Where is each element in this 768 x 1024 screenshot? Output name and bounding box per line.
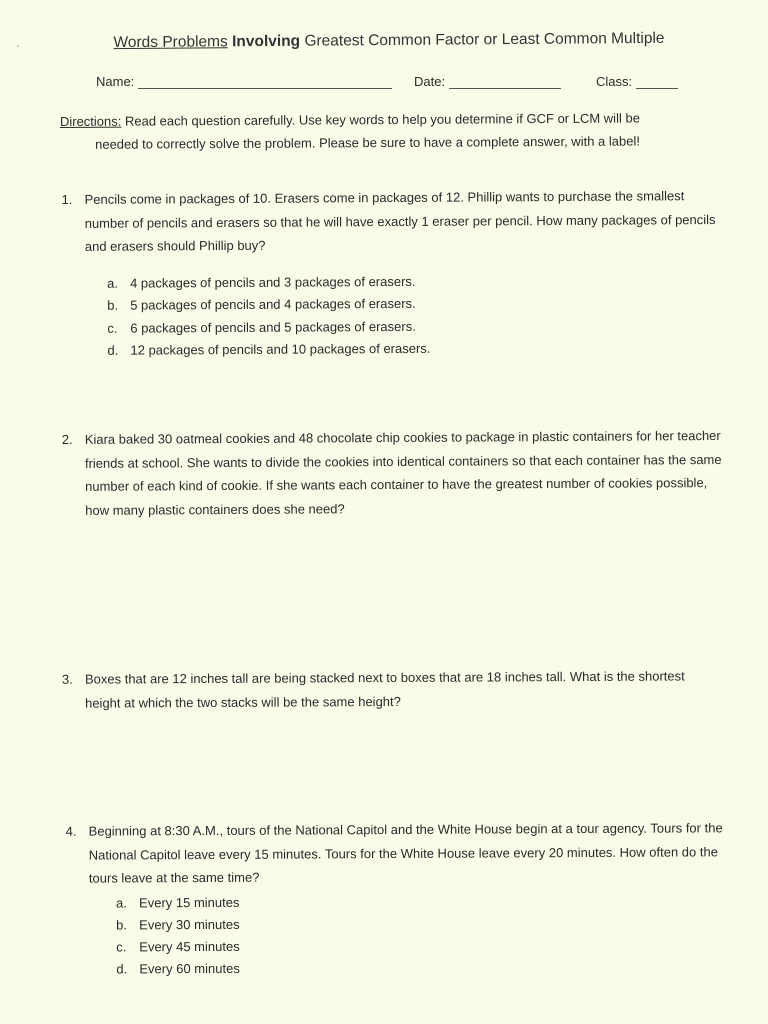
- choice-c: [116, 933, 726, 958]
- choice-text: 5 packages of pencils and 4 packages of erasers.: [130, 295, 416, 313]
- question-text: Boxes that are 12 inches tall are being stacked next to boxes that are 18 inches tall. What is the shortest height at which the two stacks will be the same height?: [84, 668, 685, 711]
- header-fields: [96, 74, 696, 94]
- choice-d: [107, 336, 722, 362]
- choice-text: Every 15 minutes: [138, 894, 240, 910]
- question-number: 2.: [61, 431, 73, 448]
- choice-d: [116, 955, 726, 980]
- question-number: 4.: [65, 823, 77, 839]
- question-number: 1.: [61, 191, 73, 208]
- choice-letter: a.: [107, 275, 118, 291]
- title-part-words-problems: Words Problems: [113, 33, 228, 52]
- name-field[interactable]: [96, 74, 392, 89]
- directions-label: Directions:: [59, 113, 122, 130]
- choice-text: Every 60 minutes: [139, 960, 240, 976]
- title-part-gcf-lcm: Greatest Common Factor or Least Common Multiple: [300, 29, 665, 50]
- directions-line-1: Read each question carefully. Use key words to help you determine if GCF or LCM will be: [121, 110, 640, 129]
- choice-letter: a.: [115, 894, 127, 910]
- choice-letter: b.: [116, 916, 128, 932]
- name-label: Name:: [96, 74, 135, 89]
- answer-choices: [107, 268, 723, 362]
- answer-choices: [116, 889, 726, 980]
- choice-a: [116, 889, 726, 914]
- question-number: 3.: [61, 671, 73, 687]
- choice-letter: c.: [116, 938, 127, 954]
- worksheet-title: [0, 29, 768, 53]
- choice-letter: d.: [107, 342, 119, 358]
- choice-text: 4 packages of pencils and 3 packages of erasers.: [130, 273, 416, 291]
- name-line[interactable]: [138, 76, 392, 89]
- question-text: Kiara baked 30 oatmeal cookies and 48 chocolate chip cookies to package in plastic containers for her teacher friends at school. She wants to divide the cookies into identical containers so that each container has the same number of each kind of cookie. If she wants each container to have the greatest number of cookies possible, how many plastic containers does she need?: [84, 427, 722, 518]
- directions-line-2: needed to correctly solve the problem. Please be sure to have a complete answer, with a label!: [95, 133, 640, 152]
- choice-text: 12 packages of pencils and 10 packages of erasers.: [130, 340, 431, 358]
- class-line[interactable]: [636, 76, 678, 89]
- choice-letter: b.: [107, 297, 119, 313]
- class-field[interactable]: [596, 74, 678, 89]
- choice-text: Every 45 minutes: [139, 938, 240, 954]
- choice-letter: c.: [107, 320, 118, 336]
- date-field[interactable]: [414, 74, 561, 89]
- question-4: [66, 816, 727, 980]
- directions: [60, 106, 720, 156]
- question-3: [62, 664, 722, 714]
- class-label: Class:: [596, 74, 633, 89]
- date-label: Date:: [414, 74, 446, 89]
- question-1: [61, 184, 722, 363]
- choice-b: [116, 911, 726, 936]
- title-part-involving: Involving: [232, 32, 301, 51]
- choice-letter: d.: [116, 960, 128, 976]
- date-line[interactable]: [449, 76, 561, 89]
- question-text: Beginning at 8:30 A.M., tours of the National Capitol and the White House begin at a tour agency. Tours for the National Capitol leave every 15 minutes. Tours for the White House leave every 20 minutes. How often do the tours leave at the same time?: [88, 820, 723, 886]
- choice-text: Every 30 minutes: [139, 916, 240, 932]
- choice-text: 6 packages of pencils and 5 packages of erasers.: [130, 318, 416, 336]
- question-2: [62, 424, 723, 522]
- question-text: Pencils come in packages of 10. Erasers come in packages of 12. Phillip wants to purchase the smallest number of pencils and erasers so that he will have exactly 1 eraser per pencil. How many packages of pencils and erasers should Phillip buy?: [84, 188, 716, 254]
